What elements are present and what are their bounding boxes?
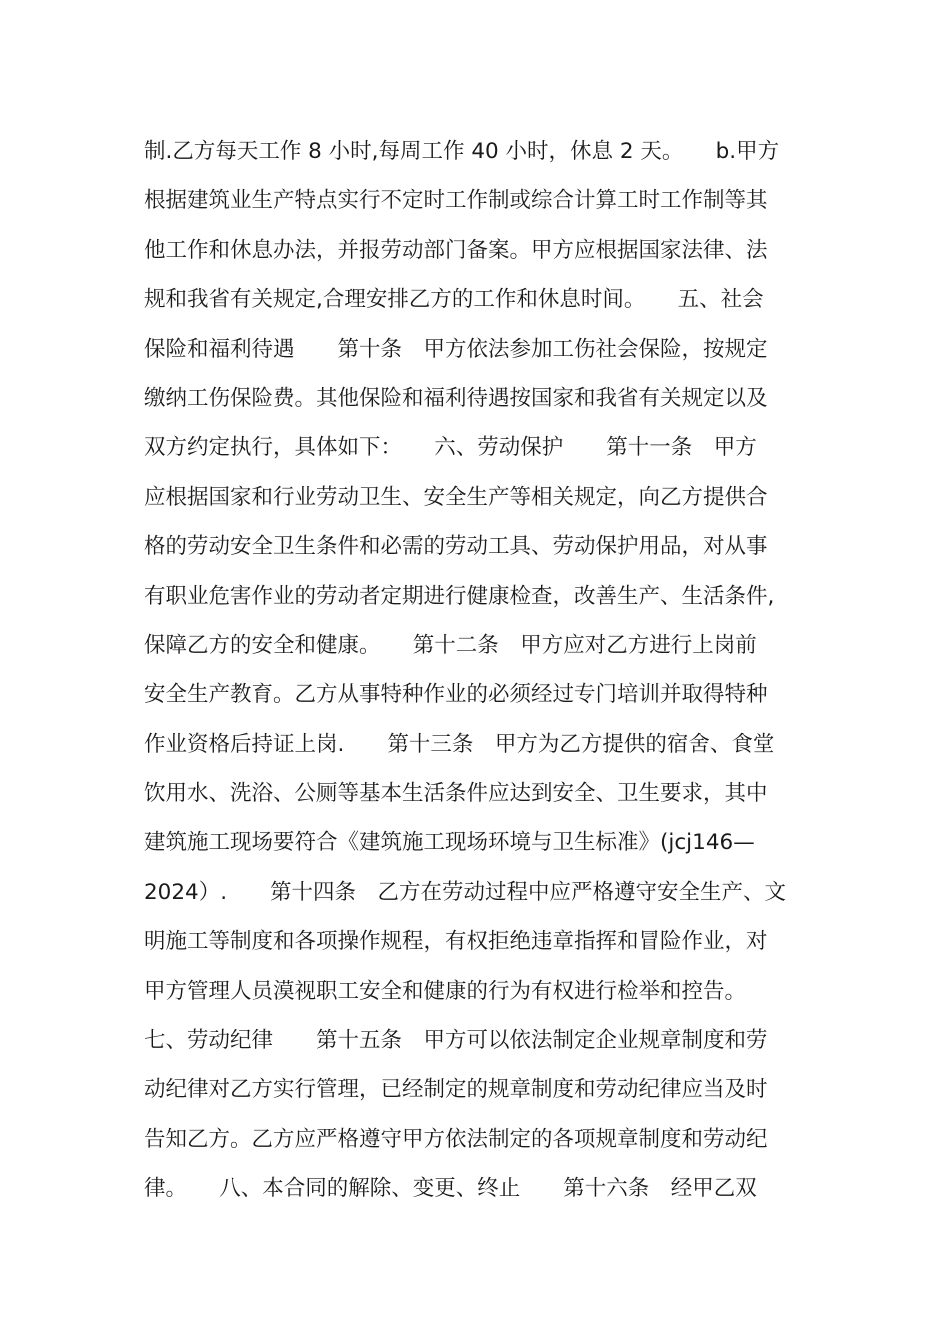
text-line: 他工作和休息办法，并报劳动部门备案。甲方应根据国家法律、法 bbox=[144, 237, 768, 263]
text-line: 制.乙方每天工作 8 小时,每周工作 40 小时，休息 2 天。 b.甲方 bbox=[144, 139, 780, 164]
text-line: 格的劳动安全卫生条件和必需的劳动工具、劳动保护用品，对从事 bbox=[144, 534, 768, 560]
text-line: 双方约定执行，具体如下： 六、劳动保护 第十一条 甲方 bbox=[144, 435, 757, 461]
text-line: 保障乙方的安全和健康。 第十二条 甲方应对乙方进行上岗前 bbox=[144, 632, 757, 658]
text-line: 保险和福利待遇 第十条 甲方依法参加工伤社会保险，按规定 bbox=[144, 336, 768, 362]
text-line: 根据建筑业生产特点实行不定时工作制或综合计算工时工作制等其 bbox=[144, 188, 768, 214]
text-line: 有职业危害作业的劳动者定期进行健康检查，改善生产、生活条件, bbox=[144, 583, 775, 609]
text-line: 动纪律对乙方实行管理，已经制定的规章制度和劳动纪律应当及时 bbox=[144, 1077, 768, 1103]
text-line: 建筑施工现场要符合《建筑施工现场环境与卫生标准》(jcj146— bbox=[144, 830, 755, 856]
text-line: 作业资格后持证上岗. 第十三条 甲方为乙方提供的宿舍、食堂 bbox=[144, 731, 775, 757]
text-line: 告知乙方。乙方应严格遵守甲方依法制定的各项规章制度和劳动纪 bbox=[144, 1126, 768, 1152]
text-line: 甲方管理人员漠视职工安全和健康的行为有权进行检举和控告。 bbox=[144, 978, 747, 1004]
text-line: 明施工等制度和各项操作规程，有权拒绝违章指挥和冒险作业，对 bbox=[144, 929, 768, 955]
text-line: 安全生产教育。乙方从事特种作业的必须经过专门培训并取得特种 bbox=[144, 682, 768, 708]
text-line: 七、劳动纪律 第十五条 甲方可以依法制定企业规章制度和劳 bbox=[144, 1028, 768, 1054]
text-line: 律。 八、本合同的解除、变更、终止 第十六条 经甲乙双 bbox=[144, 1176, 757, 1202]
text-line: 饮用水、洗浴、公厕等基本生活条件应达到安全、卫生要求，其中 bbox=[144, 781, 768, 807]
text-line: 2024）. 第十四条 乙方在劳动过程中应严格遵守安全生产、文 bbox=[144, 879, 787, 905]
text-line: 缴纳工伤保险费。其他保险和福利待遇按国家和我省有关规定以及 bbox=[144, 385, 768, 411]
text-line: 规和我省有关规定,合理安排乙方的工作和休息时间。 五、社会 bbox=[144, 287, 764, 313]
text-line: 应根据国家和行业劳动卫生、安全生产等相关规定，向乙方提供合 bbox=[144, 484, 768, 510]
contract-body-text bbox=[144, 127, 824, 1214]
